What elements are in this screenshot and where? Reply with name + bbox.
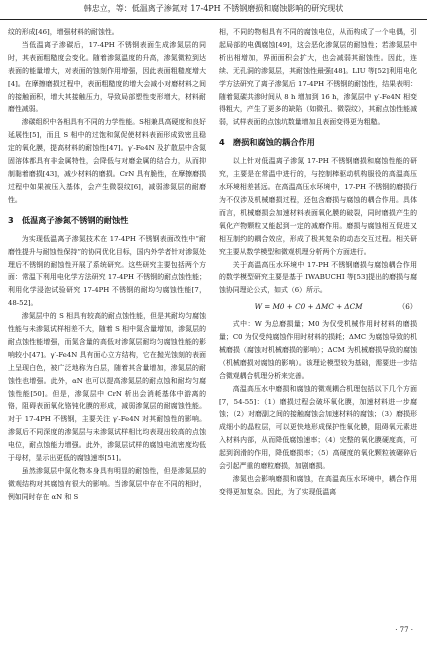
left-column [8,26,206,616]
paragraph: 以上针对低温离子渗氮 17-PH 不锈钢磨损和腐蚀性能的研究，主要是在常温中进行的，与控制棒驱动机构服役的高温高压水环境相差甚远。在高温高压水环境中，17-PH 不锈钢的磨损行为不仅涉及机械磨损过程，还包含磨损与腐蚀的耦合作用。具体而言，机械磨损会加速材料表面氧化膜的破裂，同时磨损产生的氧化产物颗粒又能起到一定的减磨作用。磨损与腐蚀相互促进又相互制约的耦合效应，形成了极其复杂的动态交互过程。相关研究主要从数学模型和微观机理分析两个方面进行。 [219,157,417,256]
paragraph: 虽然渗氮层中氮化物本身具有明显的耐蚀性，但是渗氮层的微观结构对其腐蚀有很大的影响。当渗氮层中存在不同的相时，例如同时存在 αN 和 S [8,467,206,501]
paragraph: 相，不同的物相具有不同的腐蚀电位，从而构成了一个电偶，引起局部的电偶腐蚀[49]，这会恶化渗氮层的耐蚀性；若渗氮层中析出相增加，界面面积会扩大，也会减弱其耐蚀性。因此，连续、无孔洞的渗氮层，其耐蚀性最强[48]。LIU 等[52]利用电化学方法研究了离子渗氮后 17-4PH 不锈钢的耐蚀性，结果表明：随着氮碳共渗时间从 8 h 增加到 16 h，渗氮层中 γ′-Fe4N 相变得粗大，产生了更多的缺陷（如微孔、微裂纹），其耐点蚀性能减弱，试样表面的点蚀坑数量增加且表面变得更为粗糙。 [219,28,417,127]
paragraph: 渗碳组织中各相具有不同的力学性能。S相兼具高硬度和良好延展性[5]，而且 S 相中的过饱和氮促使材料表面形成致密且稳定的氧化膜，提高材料的耐蚀性[47]。γ′-Fe4N 及扩散层中含氮固溶体都具有非金属特性，会降低与对磨金属的结合力，从而抑制黏着磨损[43]，减少材料的磨损。CrN 具有脆性，在摩擦磨损过程中如果被压入基体，会产生微裂纹[6]，减弱渗氮层的耐磨性。 [8,118,206,204]
paragraph: 纹的形成[46]，增强材料的耐蚀性。 [8,28,119,36]
page-number: · 77 · [395,626,413,634]
right-column [219,26,417,616]
equation-number: （6） [398,302,417,312]
equation-body: W = M0 + C0 + ΔMC + ΔCM [254,302,363,312]
paragraph: 渗氮层中的 S 相具有较高的耐点蚀性能，但是其耐均匀腐蚀性能与未渗氮试样相差不大，随着 S 相中氮含量增加，渗氮层的耐点蚀性能增强，而氮含量的高低对渗氮层耐均匀腐蚀性能的影响较小[47]。γ′-Fe4N 具有面心立方结构，它在抛光蚀刻的表面上呈现白色，被广泛地称为白层，随着其含量增加，渗氮层的耐蚀性也增强。此外，αN 也可以提高渗氮层的耐点蚀和耐均匀腐蚀性能[50]。但是，渗氮层中 CrN 析出会消耗基体中游离的铬，阻碍表面氧化铬钝化膜的形成，减弱渗氮层的耐腐蚀性能。对于 17-4PH 不锈钢，主要关注 γ′-Fe4N 对其耐蚀性的影响。渗氮后不同深度的渗氮层与未渗氮试样相比均表现出较高的点蚀电位，耐点蚀能力增强。此外，渗氮层试样的腐蚀电流密度均低于母材，显示出更低的腐蚀速率[51]。 [8,312,206,463]
paragraph: 当低温离子渗碳后，17-4PH 不锈钢表面生成渗氮层的同时，其表面粗糙度会变化。随着渗氮温度的升高，渗氮微粒到达表面的能量增大，对表面的蚀刻作用增强，因此表面粗糙度增大[4]。在摩擦磨损过程中，表面粗糙度的增大会减小对磨材料之间的接触面积，增大其接触压力，导致局部塑性变形增大，材料耐磨性减弱。 [8,40,206,114]
paragraph: 式中：W 为总磨损量；M0 为仅受机械作用时材料的磨损量；C0 为仅受纯腐蚀作用时材料的损耗；ΔMC 为腐蚀导致的机械磨损（腐蚀对机械磨损的影响）；ΔCM 为机械磨损导致的腐蚀（机械磨损对腐蚀的影响）。该理论模型较为基础，需要进一步结合微观耦合机理分析来完善。 [219,320,417,380]
paragraph: 关于高温高压水环境中 17-PH 不锈钢磨损与腐蚀耦合作用的数学模型研究主要是基于 IWABUCHI 等[53]提出的磨损与腐蚀协同理论公式，如式（6）所示。 [219,260,417,295]
section-heading-3: 3 低温离子渗氮不锈钢的耐蚀性 [8,214,129,225]
equation-6 [219,301,417,314]
paragraph: 为实现低温离子渗氮技术在 17-4PH 不锈钢表面改性中“耐磨性提升与耐蚀性保持”的协同优化目标，国内外学者针对渗氮处理后不锈钢的耐蚀性开展了系统研究。这些研究主要包括两个方面：常温下利用电化学方法研究 17-4PH 不锈钢的耐点蚀性能；利用化学浸泡试验研究 17-4PH 不锈钢的耐均匀腐蚀性能[7，48-52]。 [8,234,206,308]
running-header: 韩忠立，等：低温离子渗氮对 17-4PH 不锈钢磨损和腐蚀影响的研究现状 [0,0,427,20]
paragraph: 高温高压水中磨损和腐蚀的微观耦合机理包括以下几个方面[7，54-55]：（1）磨损过程会破坏氧化膜，加速材料进一步腐蚀；（2）对磨副之间的接触腐蚀会加速材料的腐蚀；（3）磨损形成细小的晶粒层，可以更快地形成保护性氧化膜，阻碍氧元素进入材料内部，从而降低腐蚀速率；（4）完整的氧化膜硬度高，可起到润滑的作用，降低磨损率；（5）高硬度的氧化颗粒被碾碎后会引起严重的磨粒磨损，加剧磨损。 [219,384,417,471]
section-heading-4: 4 磨损和腐蚀的耦合作用 [219,137,315,148]
paragraph: 渗氮也会影响磨损和腐蚀，在高温高压水环境中，耦合作用变得更加复杂。因此，为了实现低温离 [219,475,417,496]
